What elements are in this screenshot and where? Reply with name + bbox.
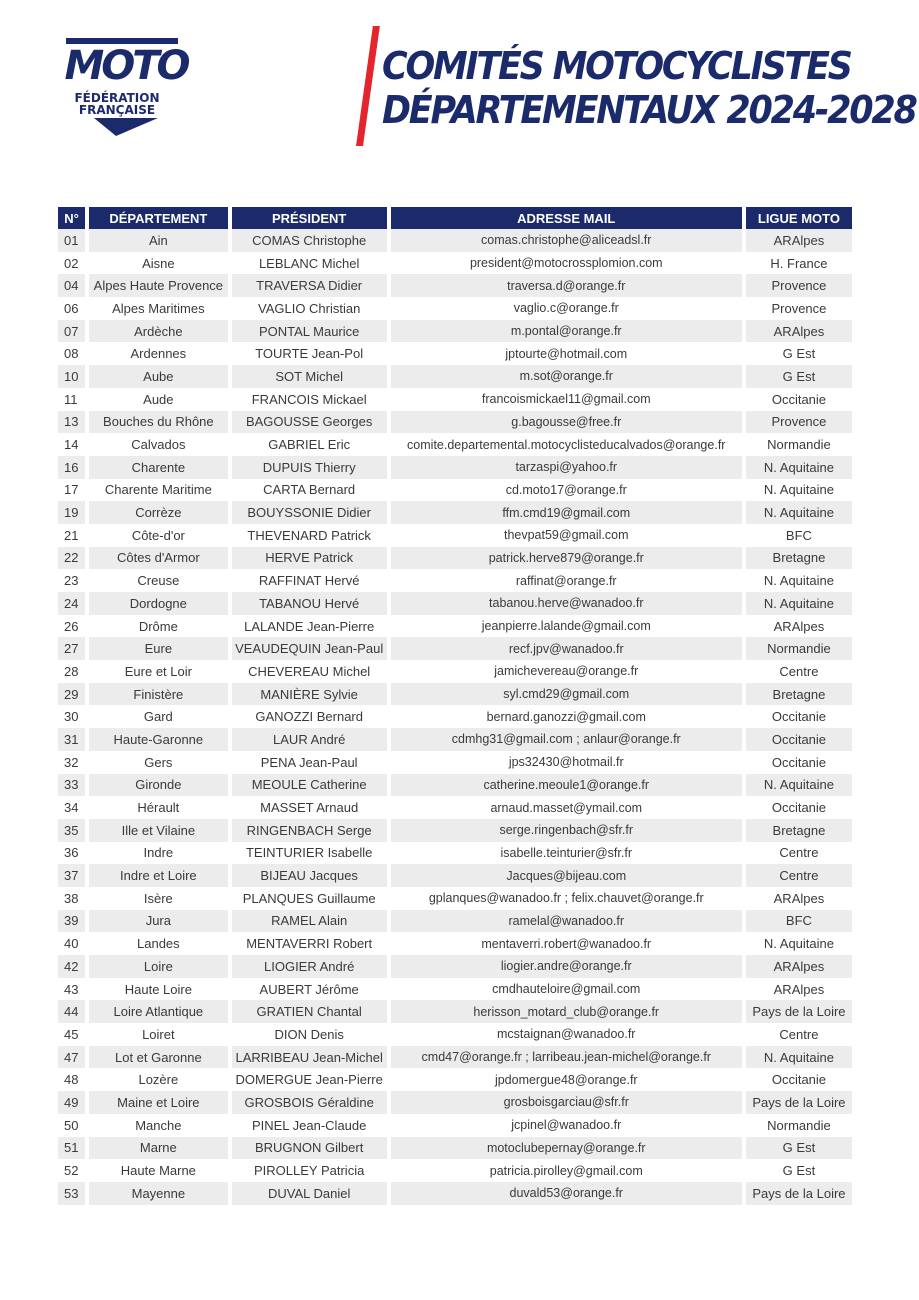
- cell-number: 53: [58, 1182, 85, 1205]
- title-red-slash: [356, 26, 380, 146]
- table-row: [58, 842, 852, 865]
- table-row: [58, 342, 852, 365]
- cell-email[interactable]: ramelal@wanadoo.fr: [391, 910, 742, 933]
- cell-league: Bretagne: [746, 819, 852, 842]
- cell-department: Aude: [89, 388, 228, 411]
- cell-league: N. Aquitaine: [746, 932, 852, 955]
- cell-league: Occitanie: [746, 705, 852, 728]
- cell-league: Centre: [746, 842, 852, 865]
- cell-league: ARAlpes: [746, 955, 852, 978]
- cell-department: Loire: [89, 955, 228, 978]
- cell-president: THEVENARD Patrick: [232, 524, 387, 547]
- table-row: [58, 887, 852, 910]
- cell-department: Ardèche: [89, 320, 228, 343]
- cell-president: MASSET Arnaud: [232, 796, 387, 819]
- cell-league: H. France: [746, 252, 852, 275]
- cell-number: 32: [58, 751, 85, 774]
- cell-league: Occitanie: [746, 388, 852, 411]
- table-row: [58, 796, 852, 819]
- cell-number: 28: [58, 660, 85, 683]
- table-row: [58, 252, 852, 275]
- cell-league: Normandie: [746, 637, 852, 660]
- cell-email[interactable]: cmdhauteloire@gmail.com: [391, 978, 742, 1001]
- committees-table: [54, 207, 856, 1205]
- cell-number: 52: [58, 1159, 85, 1182]
- cell-league: Pays de la Loire: [746, 1091, 852, 1114]
- cell-email[interactable]: syl.cmd29@gmail.com: [391, 683, 742, 706]
- cell-department: Haute Marne: [89, 1159, 228, 1182]
- cell-league: Occitanie: [746, 796, 852, 819]
- cell-number: 31: [58, 728, 85, 751]
- cell-president: GANOZZI Bernard: [232, 705, 387, 728]
- cell-department: Gard: [89, 705, 228, 728]
- cell-email[interactable]: catherine.meoule1@orange.fr: [391, 774, 742, 797]
- cell-league: ARAlpes: [746, 887, 852, 910]
- cell-president: SOT Michel: [232, 365, 387, 388]
- cell-email[interactable]: m.sot@orange.fr: [391, 365, 742, 388]
- cell-department: Ardennes: [89, 342, 228, 365]
- cell-league: Provence: [746, 411, 852, 434]
- cell-number: 43: [58, 978, 85, 1001]
- table-row: [58, 955, 852, 978]
- table-row: [58, 819, 852, 842]
- table-body: [58, 229, 852, 1205]
- cell-president: AUBERT Jérôme: [232, 978, 387, 1001]
- cell-department: Bouches du Rhône: [89, 411, 228, 434]
- cell-league: BFC: [746, 524, 852, 547]
- cell-email[interactable]: traversa.d@orange.fr: [391, 274, 742, 297]
- cell-email[interactable]: jamichevereau@orange.fr: [391, 660, 742, 683]
- table-row: [58, 705, 852, 728]
- cell-league: N. Aquitaine: [746, 1046, 852, 1069]
- cell-email[interactable]: cmd47@orange.fr ; larribeau.jean-michel@orange.fr: [391, 1046, 742, 1069]
- cell-league: Occitanie: [746, 751, 852, 774]
- cell-number: 35: [58, 819, 85, 842]
- cell-email[interactable]: president@motocrossplomion.com: [391, 252, 742, 275]
- cell-president: HERVE Patrick: [232, 547, 387, 570]
- cell-email[interactable]: g.bagousse@free.fr: [391, 411, 742, 434]
- logo-subtitle-line1: FÉDÉRATION: [74, 91, 160, 105]
- cell-email[interactable]: cd.moto17@orange.fr: [391, 479, 742, 502]
- cell-number: 02: [58, 252, 85, 275]
- cell-email[interactable]: patrick.herve879@orange.fr: [391, 547, 742, 570]
- cell-president: RAMEL Alain: [232, 910, 387, 933]
- logo-wordmark: MOTO: [64, 43, 188, 89]
- cell-email[interactable]: recf.jpv@wanadoo.fr: [391, 637, 742, 660]
- cell-president: BRUGNON Gilbert: [232, 1137, 387, 1160]
- cell-league: G Est: [746, 365, 852, 388]
- cell-president: TOURTE Jean-Pol: [232, 342, 387, 365]
- cell-president: RAFFINAT Hervé: [232, 569, 387, 592]
- cell-department: Marne: [89, 1137, 228, 1160]
- table-row: [58, 274, 852, 297]
- cell-number: 47: [58, 1046, 85, 1069]
- cell-number: 48: [58, 1068, 85, 1091]
- cell-president: BIJEAU Jacques: [232, 864, 387, 887]
- cell-president: GRATIEN Chantal: [232, 1000, 387, 1023]
- table-row: [58, 932, 852, 955]
- table-row: [58, 637, 852, 660]
- table-row: [58, 910, 852, 933]
- cell-league: BFC: [746, 910, 852, 933]
- cell-email[interactable]: tarzaspi@yahoo.fr: [391, 456, 742, 479]
- cell-league: N. Aquitaine: [746, 479, 852, 502]
- table-row: [58, 297, 852, 320]
- header-number: N°: [58, 207, 85, 229]
- cell-league: Pays de la Loire: [746, 1000, 852, 1023]
- cell-league: Centre: [746, 660, 852, 683]
- cell-department: Mayenne: [89, 1182, 228, 1205]
- table-row: [58, 864, 852, 887]
- cell-number: 33: [58, 774, 85, 797]
- cell-league: Provence: [746, 274, 852, 297]
- cell-president: FRANCOIS Mickael: [232, 388, 387, 411]
- cell-president: BAGOUSSE Georges: [232, 411, 387, 434]
- table-row: [58, 365, 852, 388]
- cell-league: Centre: [746, 864, 852, 887]
- cell-number: 21: [58, 524, 85, 547]
- table-row: [58, 388, 852, 411]
- cell-department: Finistère: [89, 683, 228, 706]
- cell-number: 13: [58, 411, 85, 434]
- cell-department: Drôme: [89, 615, 228, 638]
- header-president: PRÉSIDENT: [232, 207, 387, 229]
- table-row: [58, 547, 852, 570]
- cell-number: 23: [58, 569, 85, 592]
- table-row: [58, 1091, 852, 1114]
- cell-email[interactable]: jps32430@hotmail.fr: [391, 751, 742, 774]
- cell-email[interactable]: vaglio.c@orange.fr: [391, 297, 742, 320]
- cell-president: MEOULE Catherine: [232, 774, 387, 797]
- cell-president: DUVAL Daniel: [232, 1182, 387, 1205]
- cell-email[interactable]: m.pontal@orange.fr: [391, 320, 742, 343]
- cell-league: Normandie: [746, 433, 852, 456]
- cell-president: VEAUDEQUIN Jean-Paul: [232, 637, 387, 660]
- cell-president: DOMERGUE Jean-Pierre: [232, 1068, 387, 1091]
- cell-department: Eure: [89, 637, 228, 660]
- table-row: [58, 1182, 852, 1205]
- cell-league: N. Aquitaine: [746, 501, 852, 524]
- cell-department: Charente Maritime: [89, 479, 228, 502]
- cell-president: CARTA Bernard: [232, 479, 387, 502]
- table-row: [58, 660, 852, 683]
- cell-league: N. Aquitaine: [746, 456, 852, 479]
- cell-president: PINEL Jean-Claude: [232, 1114, 387, 1137]
- cell-league: Occitanie: [746, 728, 852, 751]
- cell-president: LIOGIER André: [232, 955, 387, 978]
- cell-president: PIROLLEY Patricia: [232, 1159, 387, 1182]
- cell-number: 07: [58, 320, 85, 343]
- cell-department: Creuse: [89, 569, 228, 592]
- table-row: [58, 501, 852, 524]
- cell-president: PENA Jean-Paul: [232, 751, 387, 774]
- header-department: DÉPARTEMENT: [89, 207, 228, 229]
- ffm-logo: [56, 38, 196, 138]
- cell-number: 22: [58, 547, 85, 570]
- table-row: [58, 592, 852, 615]
- cell-department: Ille et Vilaine: [89, 819, 228, 842]
- cell-league: ARAlpes: [746, 978, 852, 1001]
- cell-email[interactable]: mentaverri.robert@wanadoo.fr: [391, 932, 742, 955]
- cell-number: 37: [58, 864, 85, 887]
- cell-number: 17: [58, 479, 85, 502]
- cell-number: 08: [58, 342, 85, 365]
- cell-president: DION Denis: [232, 1023, 387, 1046]
- cell-department: Indre: [89, 842, 228, 865]
- table-row: [58, 683, 852, 706]
- cell-league: ARAlpes: [746, 229, 852, 252]
- cell-number: 40: [58, 932, 85, 955]
- table-row: [58, 320, 852, 343]
- cell-number: 26: [58, 615, 85, 638]
- cell-department: Haute-Garonne: [89, 728, 228, 751]
- cell-number: 10: [58, 365, 85, 388]
- cell-number: 51: [58, 1137, 85, 1160]
- cell-email[interactable]: jpdomergue48@orange.fr: [391, 1068, 742, 1091]
- table-row: [58, 569, 852, 592]
- cell-league: N. Aquitaine: [746, 592, 852, 615]
- table-row: [58, 456, 852, 479]
- table-row: [58, 433, 852, 456]
- cell-email[interactable]: thevpat59@gmail.com: [391, 524, 742, 547]
- cell-email[interactable]: gplanques@wanadoo.fr ; felix.chauvet@orange.fr: [391, 887, 742, 910]
- cell-president: TABANOU Hervé: [232, 592, 387, 615]
- cell-number: 04: [58, 274, 85, 297]
- cell-department: Côtes d'Armor: [89, 547, 228, 570]
- cell-league: Pays de la Loire: [746, 1182, 852, 1205]
- cell-department: Alpes Haute Provence: [89, 274, 228, 297]
- page-title-line1: COMITÉS MOTOCYCLISTES: [382, 44, 851, 88]
- cell-department: Isère: [89, 887, 228, 910]
- table-row: [58, 479, 852, 502]
- cell-department: Haute Loire: [89, 978, 228, 1001]
- cell-president: TRAVERSA Didier: [232, 274, 387, 297]
- cell-number: 49: [58, 1091, 85, 1114]
- cell-email[interactable]: liogier.andre@orange.fr: [391, 955, 742, 978]
- header-email: ADRESSE MAIL: [391, 207, 742, 229]
- table-row: [58, 1046, 852, 1069]
- cell-department: Gers: [89, 751, 228, 774]
- header-league: LIGUE MOTO: [746, 207, 852, 229]
- cell-president: DUPUIS Thierry: [232, 456, 387, 479]
- cell-number: 44: [58, 1000, 85, 1023]
- cell-number: 34: [58, 796, 85, 819]
- cell-league: N. Aquitaine: [746, 569, 852, 592]
- cell-number: 50: [58, 1114, 85, 1137]
- cell-department: Jura: [89, 910, 228, 933]
- cell-email[interactable]: francoismickael11@gmail.com: [391, 388, 742, 411]
- logo-swoosh-decoration: [94, 118, 158, 136]
- cell-president: CHEVEREAU Michel: [232, 660, 387, 683]
- cell-league: N. Aquitaine: [746, 774, 852, 797]
- cell-number: 30: [58, 705, 85, 728]
- cell-league: Provence: [746, 297, 852, 320]
- cell-league: ARAlpes: [746, 615, 852, 638]
- cell-league: ARAlpes: [746, 320, 852, 343]
- table-row: [58, 1068, 852, 1091]
- cell-president: PLANQUES Guillaume: [232, 887, 387, 910]
- cell-department: Loire Atlantique: [89, 1000, 228, 1023]
- cell-department: Calvados: [89, 433, 228, 456]
- cell-email[interactable]: tabanou.herve@wanadoo.fr: [391, 592, 742, 615]
- cell-email[interactable]: jeanpierre.lalande@gmail.com: [391, 615, 742, 638]
- cell-email[interactable]: patricia.pirolley@gmail.com: [391, 1159, 742, 1182]
- cell-president: COMAS Christophe: [232, 229, 387, 252]
- cell-department: Dordogne: [89, 592, 228, 615]
- cell-department: Charente: [89, 456, 228, 479]
- cell-league: G Est: [746, 1137, 852, 1160]
- cell-president: RINGENBACH Serge: [232, 819, 387, 842]
- cell-number: 01: [58, 229, 85, 252]
- cell-department: Gironde: [89, 774, 228, 797]
- table-row: [58, 524, 852, 547]
- cell-department: Corrèze: [89, 501, 228, 524]
- cell-number: 06: [58, 297, 85, 320]
- cell-department: Aisne: [89, 252, 228, 275]
- cell-president: PONTAL Maurice: [232, 320, 387, 343]
- cell-department: Eure et Loir: [89, 660, 228, 683]
- cell-league: G Est: [746, 1159, 852, 1182]
- cell-league: G Est: [746, 342, 852, 365]
- cell-email[interactable]: grosboisgarciau@sfr.fr: [391, 1091, 742, 1114]
- page-title-line2: DÉPARTEMENTAUX 2024-2028: [382, 88, 916, 132]
- table-row: [58, 1023, 852, 1046]
- cell-number: 11: [58, 388, 85, 411]
- cell-department: Lozère: [89, 1068, 228, 1091]
- cell-email[interactable]: isabelle.teinturier@sfr.fr: [391, 842, 742, 865]
- cell-department: Alpes Maritimes: [89, 297, 228, 320]
- cell-league: Bretagne: [746, 547, 852, 570]
- cell-number: 36: [58, 842, 85, 865]
- cell-number: 39: [58, 910, 85, 933]
- cell-president: LALANDE Jean-Pierre: [232, 615, 387, 638]
- table-row: [58, 728, 852, 751]
- cell-number: 24: [58, 592, 85, 615]
- cell-president: LEBLANC Michel: [232, 252, 387, 275]
- cell-department: Lot et Garonne: [89, 1046, 228, 1069]
- table-row: [58, 229, 852, 252]
- cell-email[interactable]: mcstaignan@wanadoo.fr: [391, 1023, 742, 1046]
- cell-email[interactable]: cdmhg31@gmail.com ; anlaur@orange.fr: [391, 728, 742, 751]
- table-row: [58, 978, 852, 1001]
- cell-league: Normandie: [746, 1114, 852, 1137]
- table-row: [58, 1159, 852, 1182]
- cell-email[interactable]: serge.ringenbach@sfr.fr: [391, 819, 742, 842]
- table-row: [58, 1137, 852, 1160]
- cell-email[interactable]: motoclubepernay@orange.fr: [391, 1137, 742, 1160]
- cell-president: LAUR André: [232, 728, 387, 751]
- table-row: [58, 751, 852, 774]
- cell-president: LARRIBEAU Jean-Michel: [232, 1046, 387, 1069]
- cell-email[interactable]: herisson_motard_club@orange.fr: [391, 1000, 742, 1023]
- cell-president: MANIÈRE Sylvie: [232, 683, 387, 706]
- table-row: [58, 1000, 852, 1023]
- cell-email[interactable]: jcpinel@wanadoo.fr: [391, 1114, 742, 1137]
- cell-number: 42: [58, 955, 85, 978]
- cell-president: GABRIEL Eric: [232, 433, 387, 456]
- cell-president: TEINTURIER Isabelle: [232, 842, 387, 865]
- cell-number: 27: [58, 637, 85, 660]
- cell-number: 19: [58, 501, 85, 524]
- cell-email[interactable]: jptourte@hotmail.com: [391, 342, 742, 365]
- table-row: [58, 411, 852, 434]
- cell-president: VAGLIO Christian: [232, 297, 387, 320]
- cell-department: Ain: [89, 229, 228, 252]
- cell-number: 29: [58, 683, 85, 706]
- cell-email[interactable]: comas.christophe@aliceadsl.fr: [391, 229, 742, 252]
- cell-department: Hérault: [89, 796, 228, 819]
- cell-email[interactable]: bernard.ganozzi@gmail.com: [391, 705, 742, 728]
- cell-league: Centre: [746, 1023, 852, 1046]
- cell-email[interactable]: duvald53@orange.fr: [391, 1182, 742, 1205]
- cell-department: Aube: [89, 365, 228, 388]
- cell-email[interactable]: arnaud.masset@ymail.com: [391, 796, 742, 819]
- cell-email[interactable]: comite.departemental.motocyclisteducalvados@orange.fr: [391, 433, 742, 456]
- cell-email[interactable]: ffm.cmd19@gmail.com: [391, 501, 742, 524]
- cell-number: 45: [58, 1023, 85, 1046]
- logo-subtitle-line2: FRANÇAISE: [78, 103, 156, 117]
- cell-president: GROSBOIS Géraldine: [232, 1091, 387, 1114]
- table-header-row: [58, 207, 852, 229]
- cell-department: Maine et Loire: [89, 1091, 228, 1114]
- cell-department: Manche: [89, 1114, 228, 1137]
- cell-number: 14: [58, 433, 85, 456]
- table-row: [58, 774, 852, 797]
- cell-email[interactable]: Jacques@bijeau.com: [391, 864, 742, 887]
- cell-department: Landes: [89, 932, 228, 955]
- table-row: [58, 615, 852, 638]
- cell-league: Occitanie: [746, 1068, 852, 1091]
- page-title: [382, 44, 916, 132]
- cell-department: Indre et Loire: [89, 864, 228, 887]
- table-row: [58, 1114, 852, 1137]
- cell-email[interactable]: raffinat@orange.fr: [391, 569, 742, 592]
- cell-department: Côte-d'or: [89, 524, 228, 547]
- cell-number: 16: [58, 456, 85, 479]
- cell-number: 38: [58, 887, 85, 910]
- cell-department: Loiret: [89, 1023, 228, 1046]
- cell-president: BOUYSSONIE Didier: [232, 501, 387, 524]
- cell-president: MENTAVERRI Robert: [232, 932, 387, 955]
- cell-league: Bretagne: [746, 683, 852, 706]
